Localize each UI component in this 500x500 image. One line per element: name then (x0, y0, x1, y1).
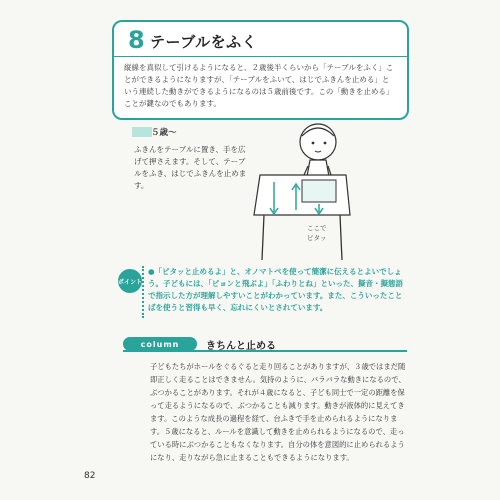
section-number: 8 (128, 26, 145, 54)
child-wiping-table-illustration (246, 120, 366, 270)
column-divider (123, 350, 407, 352)
column-badge: column (123, 337, 197, 351)
point-box (142, 266, 414, 318)
section-intro: 縦線を真似して引けるようになると、２歳後半くらいから「テーブルをふく」ことができるようになりますが、「テーブルをふいて、はじでふきんを止める」という連続した動きができるようになるのは５歳前後です。この「動きを止める」ことが鍵なのでもあります。 (124, 63, 394, 108)
age-label: ５歳〜 (151, 128, 177, 138)
column-title: きちんと止める (206, 341, 276, 352)
heading-title-bar (114, 22, 407, 57)
section-heading-card (112, 20, 409, 120)
page-number: 82 (84, 471, 96, 481)
age-badge (132, 127, 152, 137)
column-text: 子どもたちがホールをぐるぐると走り回ることがありますが、３歳ではまだ随即正しく走ることはできません。気持のように、バラバラな動きになるので、ぶつかることがあります。それが４歳になると、子ども同士で一定の距離を保って走るようになるので、ぶつかることも減ります。動きが液体的に見えてきます。このような成長の過程を経て、台ふきで手を止められるようになります。５歳になると、ルールを意識して動きを止められるようになるので、走っている時にぶつかることもなくなります。自分の体を意図的に止められるようになり、走りながら急に止まることもできるようになります。 (150, 362, 406, 462)
section-title: テーブルをふく (150, 33, 258, 51)
handwritten-note: ここで ピタッ (307, 224, 327, 242)
point-text: ●「ピタッと止めるよ」と、オノマトペを使って簡潔に伝えるとよいでしょう。子どもには、「ピョンと飛ぶよ」「ふわりとね」といった、擬音・擬態語で指示した方が理解しやすいことがわかっています。また、こういったことばを使うと習得も早く、忘れにくいとされています。 (148, 267, 403, 312)
age-description: ふきんをテーブルに置き、手を広げて押さえます。そして、テーブルをふき、はじでふきんを止めます。 (134, 145, 247, 190)
point-badge: ポイント (118, 269, 142, 293)
